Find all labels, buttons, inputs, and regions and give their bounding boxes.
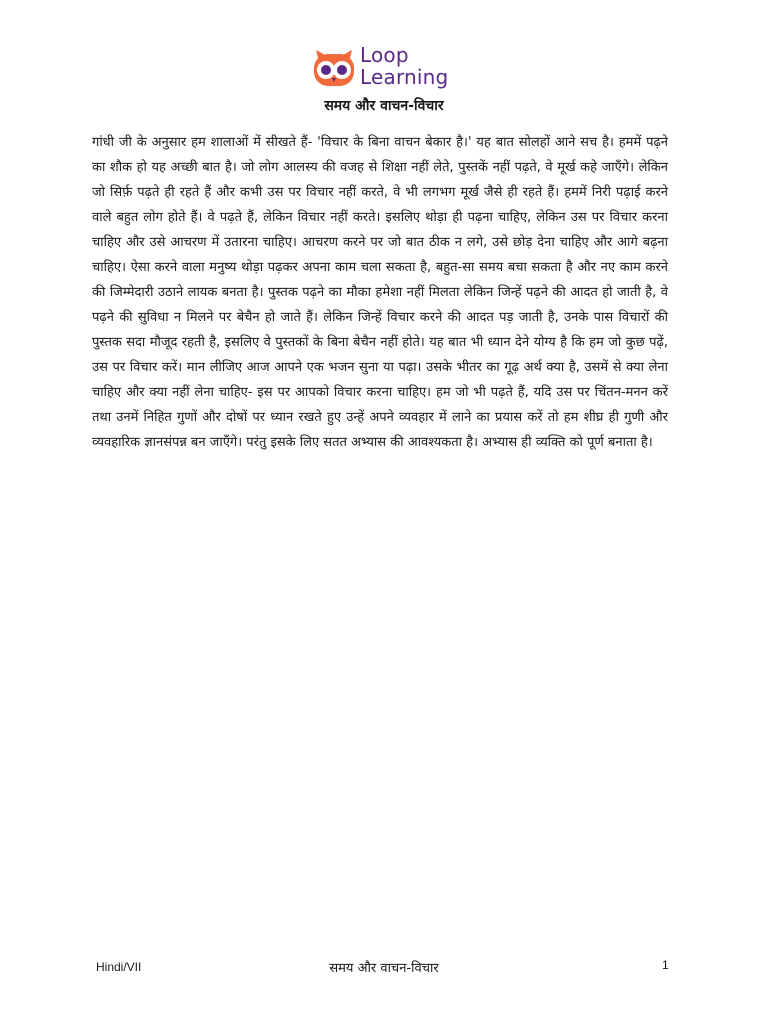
logo-wordmark (360, 44, 448, 88)
loop-learning-logo (312, 44, 462, 94)
footer-title: समय और वाचन-विचार (329, 961, 439, 976)
page-title: समय और वाचन-विचार (324, 98, 444, 114)
owl-logo-icon (312, 48, 356, 88)
body-paragraph: गांधी जी के अनुसार हम शालाओं में सीखते हैं- 'विचार के बिना वाचन बेकार है।' यह बात सोलहों आने सच है। हममें पढ़ने का शौक हो यह अच्छी बात है। जो लोग आलस्य की वजह से शिक्षा नहीं लेते, पुस्तकें नहीं पढ़ते, वे मूर्ख कहे जाएँगे। लेकिन जो सिर्फ़ पढ़ते ही रहते हैं और कभी उस पर विचार नहीं करते, वे भी लगभग मूर्ख जैसे ही रहते हैं। हममें निरी पढ़ाई करने वाले बहुत लोग होते हैं। वे पढ़ते हैं, लेकिन विचार नहीं करते। इसलिए थोड़ा ही पढ़ना चाहिए, लेकिन उस पर विचार करना चाहिए और उसे आचरण में उतारना चाहिए। आचरण करने पर जो बात ठीक न लगे, उसे छोड़ देना चाहिए और आगे बढ़ना चाहिए। ऐसा करने वाला मनुष्य थोड़ा पढ़कर अपना काम चला सकता है, बहुत-सा समय बचा सकता है और नए काम करने की जिम्मेदारी उठाने लायक बनता है। पुस्तक पढ़ने का मौका हमेशा नहीं मिलता लेकिन जिन्हें पढ़ने की आदत हो जाती है, वे पढ़ने की सुविधा न मिलने पर बेचैन हो जाते हैं। लेकिन जिन्हें विचार करने की आदत पड़ जाती है, उनके पास विचारों की पुस्तक सदा मौजूद रहती है, इसलिए वे पुस्तकों के बिना बेचैन नहीं होते। यह बात भी ध्यान देने योग्य है कि हम जो कुछ पढ़ें, उस पर विचार करें। मान लीजिए आज आपने एक भजन सुना या पढ़ा। उसके भीतर का गूढ़ अर्थ क्या है, उसमें से क्या लेना चाहिए और क्या नहीं लेना चाहिए- इस पर आपको विचार करना चाहिए। हम जो भी पढ़ते हैं, यदि उस पर चिंतन-मनन करें तथा उनमें निहित गुणों और दोषों पर ध्यान रखते हुए उन्हें अपने व्यवहार में लाने का प्रयास करें तो हम शीघ्र ही गुणी और व्यवहारिक ज्ञानसंपन्न बन जाएँगे। परंतु इसके लिए सतत अभ्यास की आवश्यकता है। अभ्यास ही व्यक्ति को पूर्ण बनाता है। (92, 135, 668, 450)
logo-line-learning: Learning (360, 65, 449, 89)
logo-line-loop: Loop (360, 43, 409, 67)
footer-subject-class: Hindi/VII (96, 960, 142, 974)
footer-page-number: 1 (662, 958, 669, 972)
